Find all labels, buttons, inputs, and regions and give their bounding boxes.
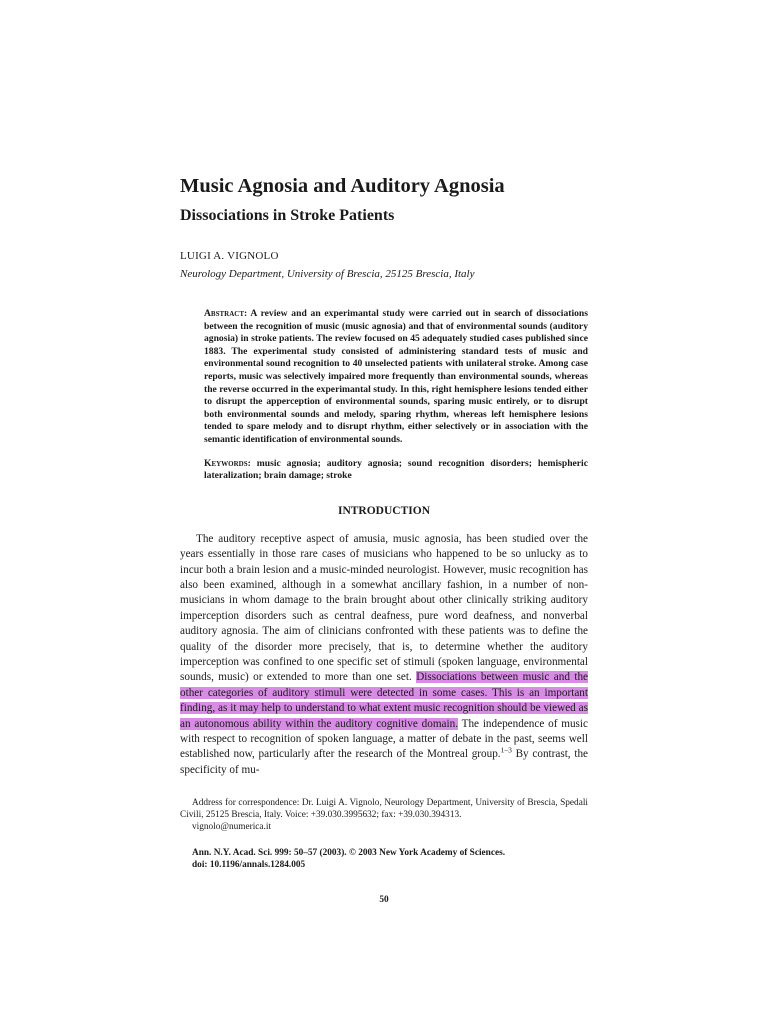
citation-doi[interactable]: doi: 10.1196/annals.1284.005 [192,859,306,870]
journal-citation [180,847,588,871]
author-name: LUIGI A. VIGNOLO [180,250,279,262]
intro-text-before: The auditory receptive aspect of amusia, music agnosia, has been studied over the years essentially in those rare cases of musicians who happened to be so unlucky as to incur both a brain lesion and a music-minded neurologist. However, music recognition has also been examined, although in a somewhat ancillary fashion, in a number of non-musicians in whom damage to the brain brought about other clinically striking auditory imperception disorders such as central deafness, pure word deafness, and nonverbal auditory agnosia. The aim of clinicians confronted with these patients was to define the quality of the disorder more precisely, that is, to determine whether the auditory imperception was confined to one specific set of stimuli (spoken language, environmental sounds, music) or extended to more than one set. [180,532,588,684]
introduction-paragraph [180,532,588,779]
abstract [204,308,588,447]
article-subtitle: Dissociations in Stroke Patients [180,207,395,224]
abstract-label: Abstract: [204,308,248,319]
keywords-label: Keywords: [204,457,251,469]
keywords [204,458,588,483]
citation-line-1: Ann. N.Y. Acad. Sci. 999: 50–57 (2003). © 2003 New York Academy of Sciences. [192,847,506,858]
intro-text-end: By contrast, the specificity of mu- [180,748,589,776]
footnote-email[interactable]: vignolo@numerica.it [192,821,272,832]
highlighted-passage[interactable]: Dissociations between music and the other categories of auditory stimuli were detected in some cases. This is an important finding, as it may help to understand to what extent music recognition should be viewed as an autonomous ability within the auditory cognitive domain. [180,671,589,730]
correspondence-footnote [180,798,588,833]
author-affiliation: Neurology Department, University of Brescia, 25125 Brescia, Italy [180,268,475,280]
article-page [180,172,588,905]
abstract-text: A review and an experimantal study were carried out in search of dissociations between the recognition of music (music agnosia) and that of environmental sounds (auditory agnosia) in stroke patients. The review focused on 45 adequately studied cases published since 1883. The experimental study consisted of administering standard tests of music and environmental sound recognition to 40 unselected patients with unilateral stroke. Among case reports, music was selectively impaired more frequently than environmental sounds, whereas the reverse occurred in the experimantal study. In this, right hemisphere lesions tended either to disrupt the apperception of environmental sounds, sparing music entirely, or to disrupt both environmental sounds and melody, sparing rhythm, whereas left hemisphere lesions tended to spare melody and to disrupt rhythm, either selectively or in association with the semantic identification of environmental sounds. [204,308,588,445]
footnote-text: Address for correspondence: Dr. Luigi A. Vignolo, Neurology Department, University of Brescia, Spedali Civili, 25125 Brescia, Italy. Voice: +39.030.3995632; fax: +39.030.394313. [180,798,588,821]
article-title: Music Agnosia and Auditory Agnosia [180,175,505,197]
page-number: 50 [379,894,389,905]
intro-text-after: The independence of music with respect to recognition of spoken language, a matter of debate in the past, seems well established now, particularly after the research of the Montreal group. [180,717,588,761]
section-heading: INTRODUCTION [337,504,430,517]
keywords-text: music agnosia; auditory agnosia; sound recognition disorders; hemispheric lateralization; brain damage; stroke [204,457,588,482]
citation-superscript: 1–3 [500,745,512,755]
